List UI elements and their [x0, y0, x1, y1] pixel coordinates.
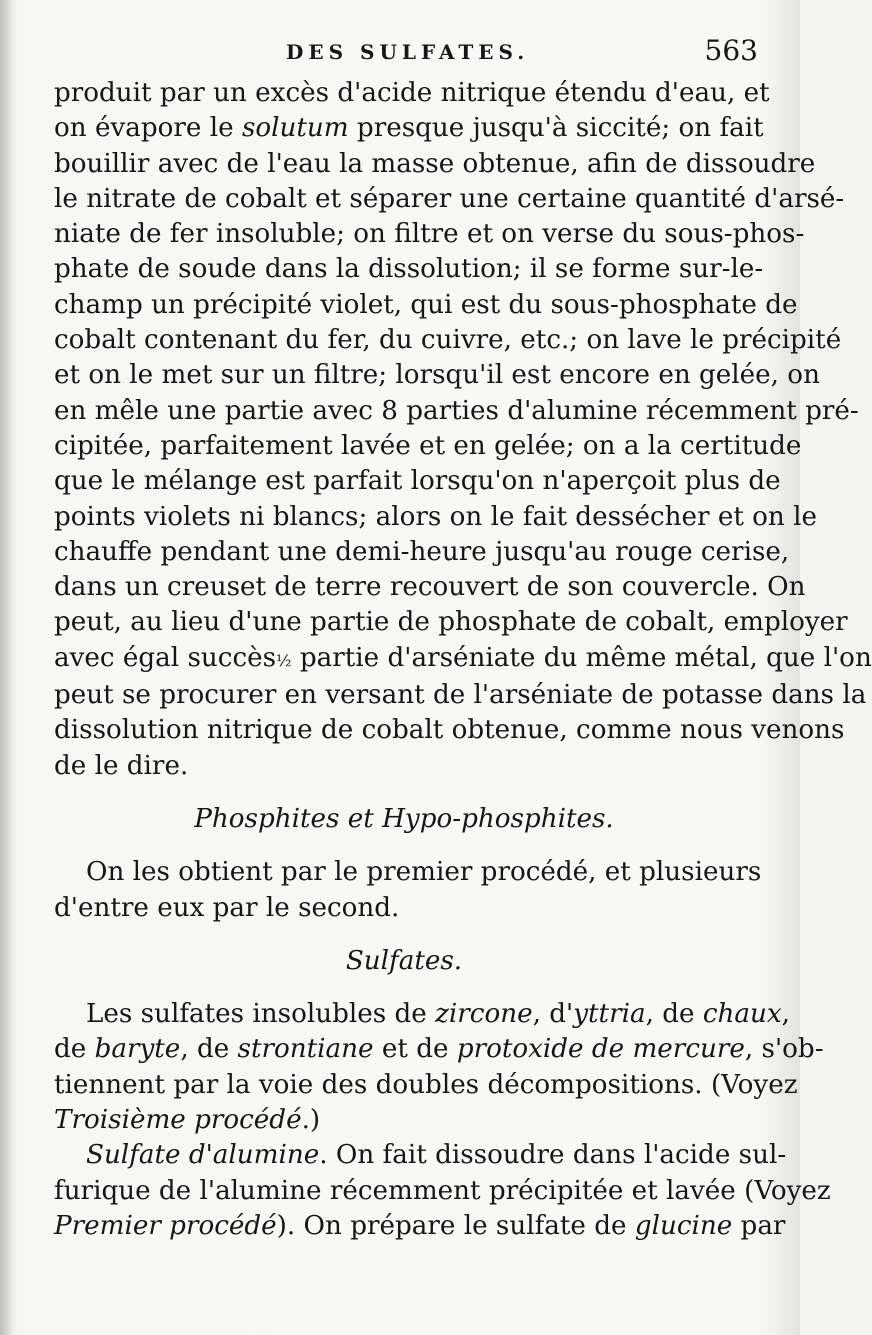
text-line: dans un creuset de terre recouvert de son couvercle. On	[54, 572, 806, 603]
running-head: DES SULFATES.	[286, 40, 530, 64]
text-line: dissolution nitrique de cobalt obtenue, comme nous venons	[54, 715, 845, 746]
text-line: en mêle une partie avec 8 parties d'alumine récemment pré-	[54, 395, 859, 426]
text-line-part: ,	[781, 999, 790, 1030]
text-line-part: , de	[645, 999, 703, 1030]
paragraph-cobalt-phosphate	[54, 76, 872, 784]
text-line-part: Les sulfates insolubles de	[86, 999, 436, 1030]
text-line: tiennent par la voie des doubles décompositions. (Voyez	[54, 1069, 798, 1100]
section-heading-sulfates: Sulfates.	[345, 945, 463, 976]
italic-term: chaux	[702, 999, 782, 1030]
italic-term: protoxide de mercure	[456, 1034, 745, 1065]
page-gutter-shadow	[0, 0, 14, 1335]
text-line	[54, 111, 764, 146]
text-line: On les obtient par le premier procédé, et plusieurs	[86, 857, 762, 888]
italic-term: strontiane	[237, 1034, 374, 1065]
text-line-part: .)	[301, 1105, 321, 1136]
text-line: furique de l'alumine récemment précipitée et lavée (Voyez	[54, 1175, 831, 1206]
text-line-part: de	[54, 1034, 95, 1065]
text-line: bouillir avec de l'eau la masse obtenue, afin de dissoudre	[54, 148, 816, 179]
italic-term: baryte	[94, 1034, 181, 1065]
text-line-part: , s'ob-	[744, 1034, 824, 1065]
text-line-part: . On fait dissoudre dans l'acide sul-	[319, 1140, 787, 1171]
text-line: niate de fer insoluble; on filtre et on verse du sous-phos-	[54, 219, 805, 250]
text-line-part: ). On prépare le sulfate de	[276, 1210, 635, 1241]
text-line: produit par un excès d'acide nitrique étendu d'eau, et	[54, 78, 770, 108]
text-line	[54, 1138, 787, 1173]
text-line: de le dire.	[54, 750, 189, 781]
italic-term: Sulfate d'alumine	[86, 1140, 320, 1171]
italic-term: Premier procédé	[54, 1210, 277, 1241]
text-line-part: , d'	[532, 999, 574, 1030]
paragraph-alumina-sulfate	[54, 1138, 831, 1244]
paragraph-insoluble-sulfates	[54, 997, 824, 1138]
text-line	[54, 641, 872, 678]
text-line: points violets ni blancs; alors on le fait dessécher et on le	[54, 501, 817, 532]
text-line: d'entre eux par le second.	[54, 892, 400, 923]
text-line	[54, 1103, 754, 1138]
text-line: chauffe pendant une demi-heure jusqu'au rouge cerise,	[54, 536, 790, 567]
text-line-part: on évapore le solutum presque jusqu'à siccité; on fait	[54, 113, 764, 144]
italic-term: zircone	[435, 999, 533, 1030]
text-line: que le mélange est parfait lorsqu'on n'aperçoit plus de	[54, 466, 781, 497]
italic-term: solutum	[241, 113, 349, 144]
text-line	[54, 1032, 824, 1067]
text-line: phate de soude dans la dissolution; il se forme sur-le-	[54, 254, 764, 285]
fraction-one-half: ½	[276, 650, 292, 670]
text-line: peut se procurer en versant de l'arséniate de potasse dans la	[54, 680, 867, 711]
text-line: le nitrate de cobalt et séparer une certaine quantité d'arsé-	[54, 183, 845, 214]
text-line-part: partie d'arséniate du même métal, que l'on	[291, 642, 872, 673]
section-heading-phosphites: Phosphites et Hypo-phosphites.	[194, 803, 614, 834]
text-line-part: avec égal succès	[54, 642, 277, 673]
paragraph-phosphites	[54, 855, 762, 926]
page-body	[54, 76, 872, 1244]
text-line	[54, 997, 790, 1032]
text-line: peut, au lieu d'une partie de phosphate de cobalt, employer	[54, 607, 848, 638]
text-line	[54, 1209, 786, 1244]
page-number: 563	[704, 34, 758, 67]
text-line-part: , de	[180, 1034, 238, 1065]
text-line-part: et de	[373, 1034, 457, 1065]
italic-term: glucine	[634, 1210, 733, 1241]
text-line: cobalt contenant du fer, du cuivre, etc.; on lave le précipité	[54, 325, 842, 356]
text-line-part: par	[732, 1210, 786, 1241]
text-line: champ un précipité violet, qui est du sous-phosphate de	[54, 289, 798, 320]
text-line: cipitée, parfaitement lavée et en gelée; on a la certitude	[54, 430, 802, 461]
page-header	[54, 34, 760, 74]
italic-term: yttria	[573, 999, 646, 1030]
italic-term: Troisième procédé	[54, 1105, 302, 1136]
text-line: et on le met sur un filtre; lorsqu'il est encore en gelée, on	[54, 360, 820, 391]
